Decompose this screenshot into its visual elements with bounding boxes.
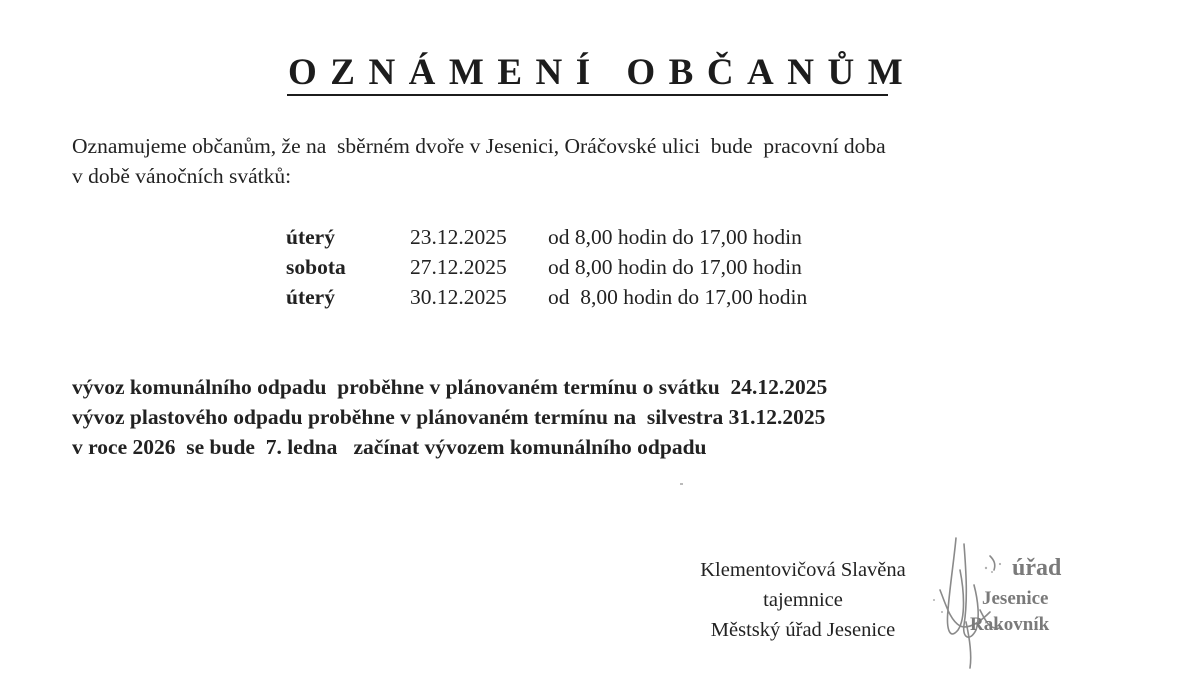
notice-line: v roce 2026 se bude 7. ledna začínat vývozem komunálního odpadu [72,435,707,459]
page-title: OZNÁMENÍ OBČANŮM [288,52,917,93]
schedule-date: 23.12.2025 [410,225,507,249]
intro-line-1: Oznamujeme občanům, že na sběrném dvoře v Jesenici, Oráčovské ulici bude pracovní doba [72,134,886,158]
stamp-text-line-2: Jesenice [982,588,1049,609]
official-stamp [920,530,1100,670]
schedule-day: úterý [286,285,335,309]
signatory-role: tajemnice [763,589,843,611]
schedule-row [286,252,807,282]
schedule-date: 27.12.2025 [410,255,507,279]
notice-line: vývoz komunálního odpadu proběhne v plánovaném termínu o svátku 24.12.2025 [72,375,828,399]
stamp-text-line-1: úřad [1012,555,1062,581]
opening-hours-schedule [286,222,807,312]
signatory-name: Klementovičová Slavěna [700,559,906,581]
schedule-row [286,222,807,252]
signature-block [668,555,938,645]
schedule-date: 30.12.2025 [410,285,507,309]
schedule-hours: od 8,00 hodin do 17,00 hodin [548,285,808,309]
schedule-hours: od 8,00 hodin do 17,00 hodin [548,255,802,279]
intro-line-2: v době vánočních svátků: [72,164,292,188]
waste-collection-notices [72,372,827,462]
notice-line: vývoz plastového odpadu proběhne v plánovaném termínu na silvestra 31.12.2025 [72,405,826,429]
title-underline [287,94,888,96]
schedule-day: úterý [286,225,335,249]
stamp-text-line-3: Rakovník [970,614,1050,635]
scan-speck [680,483,683,485]
schedule-row [286,282,807,312]
intro-paragraph [72,131,886,191]
schedule-day: sobota [286,255,346,279]
signatory-office: Městský úřad Jesenice [710,619,896,641]
schedule-hours: od 8,00 hodin do 17,00 hodin [548,225,802,249]
